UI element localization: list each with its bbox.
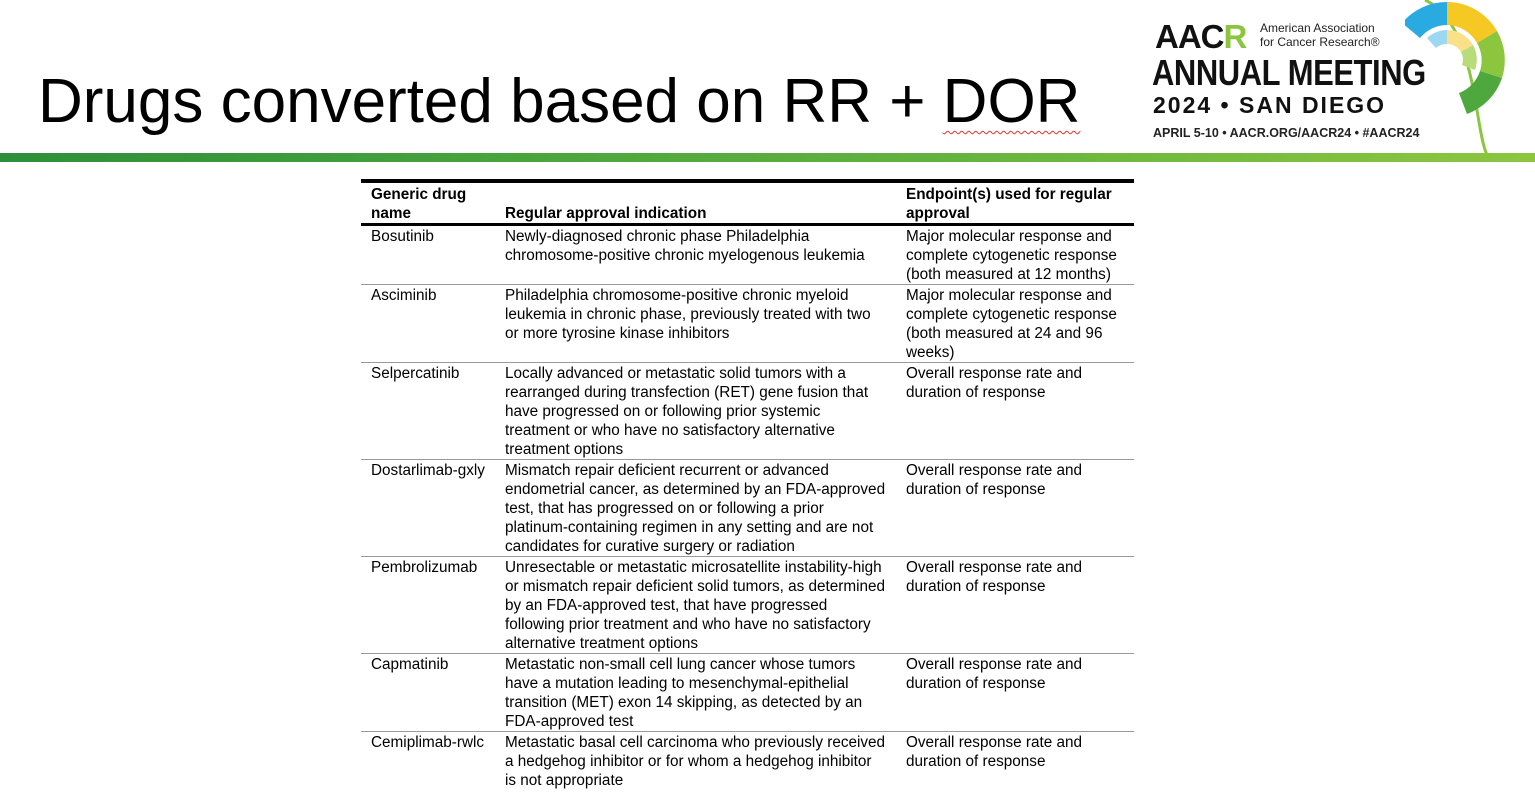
cell-drug-name: Capmatinib — [371, 656, 449, 673]
cell-endpoint: Overall response rate and duration of response — [906, 462, 1083, 498]
logo-burst-icon — [1405, 0, 1525, 120]
logo-org-fullname: American Association for Cancer Research® — [1260, 21, 1380, 49]
cell-indication: Metastatic non-small cell lung cancer whose tumors have a mutation leading to mesenchymal-epithelial transition (MET) exon 14 skipping, as detected by an FDA-approved test — [505, 656, 863, 730]
cell-drug-name: Asciminib — [371, 287, 437, 304]
cell-indication: Metastatic basal cell carcinoma who previously received a hedgehog inhibitor or for whom a hedgehog inhibitor is not appropriate — [505, 734, 886, 789]
header-divider-band — [0, 153, 1535, 162]
table-row — [361, 732, 1134, 791]
table-row — [361, 557, 1134, 654]
cell-endpoint: Major molecular response and complete cytogenetic response (both measured at 12 months) — [906, 228, 1117, 283]
logo-dates-links: APRIL 5-10 • AACR.ORG/AACR24 • #AACR24 — [1153, 126, 1420, 140]
logo-aacr-wordmark: AACR — [1155, 18, 1247, 55]
drug-approvals-table — [361, 179, 1134, 790]
column-header-endpoints: Endpoint(s) used for regular approval — [906, 186, 1112, 222]
aacr-annual-meeting-logo — [1150, 10, 1535, 150]
cell-indication: Philadelphia chromosome-positive chronic myeloid leukemia in chronic phase, previously treated with two or more tyrosine kinase inhibitors — [505, 287, 871, 342]
slide-title-flagged-word: DOR — [942, 67, 1081, 136]
cell-endpoint: Overall response rate and duration of response — [906, 365, 1083, 401]
table-header-row — [361, 181, 1134, 225]
column-header-indication: Regular approval indication — [505, 205, 707, 222]
table-row — [361, 285, 1134, 363]
column-header-drug-name: Generic drug name — [371, 186, 467, 222]
table-row — [361, 654, 1134, 732]
cell-drug-name: Selpercatinib — [371, 365, 460, 382]
cell-endpoint: Overall response rate and duration of response — [906, 734, 1083, 770]
cell-endpoint: Major molecular response and complete cytogenetic response (both measured at 24 and 96 weeks) — [906, 287, 1117, 361]
cell-indication: Mismatch repair deficient recurrent or advanced endometrial cancer, as determined by an FDA-approved test, that has progressed on or following a prior platinum-containing regimen in any setting and are not candidates for curative surgery or radiation — [505, 462, 886, 555]
cell-indication: Newly-diagnosed chronic phase Philadelphia chromosome-positive chronic myelogenous leukemia — [505, 228, 865, 264]
cell-endpoint: Overall response rate and duration of response — [906, 656, 1083, 692]
cell-drug-name: Cemiplimab-rwlc — [371, 734, 485, 751]
cell-drug-name: Pembrolizumab — [371, 559, 478, 576]
table-row — [361, 460, 1134, 557]
table-row — [361, 363, 1134, 460]
cell-indication: Locally advanced or metastatic solid tumors with a rearranged during transfection (RET) gene fusion that have progressed on or following prior systemic treatment or who have no satisfactory alternative treatment options — [505, 365, 869, 458]
cell-drug-name: Bosutinib — [371, 228, 434, 245]
slide-title-text: Drugs converted based on RR + — [38, 67, 943, 136]
table-row — [361, 225, 1134, 285]
cell-drug-name: Dostarlimab-gxly — [371, 462, 485, 479]
drug-approvals-table-container — [361, 179, 1134, 790]
logo-year-city: 2024 • SAN DIEGO — [1153, 92, 1387, 118]
cell-endpoint: Overall response rate and duration of response — [906, 559, 1083, 595]
slide-title — [38, 62, 1080, 142]
cell-indication: Unresectable or metastatic microsatellite instability-high or mismatch repair deficient solid tumors, as determined by an FDA-approved test, that have progressed following prior treatment and who have no satisfactory alternative treatment options — [505, 559, 886, 652]
logo-event-name: ANNUAL MEETING — [1152, 52, 1426, 93]
